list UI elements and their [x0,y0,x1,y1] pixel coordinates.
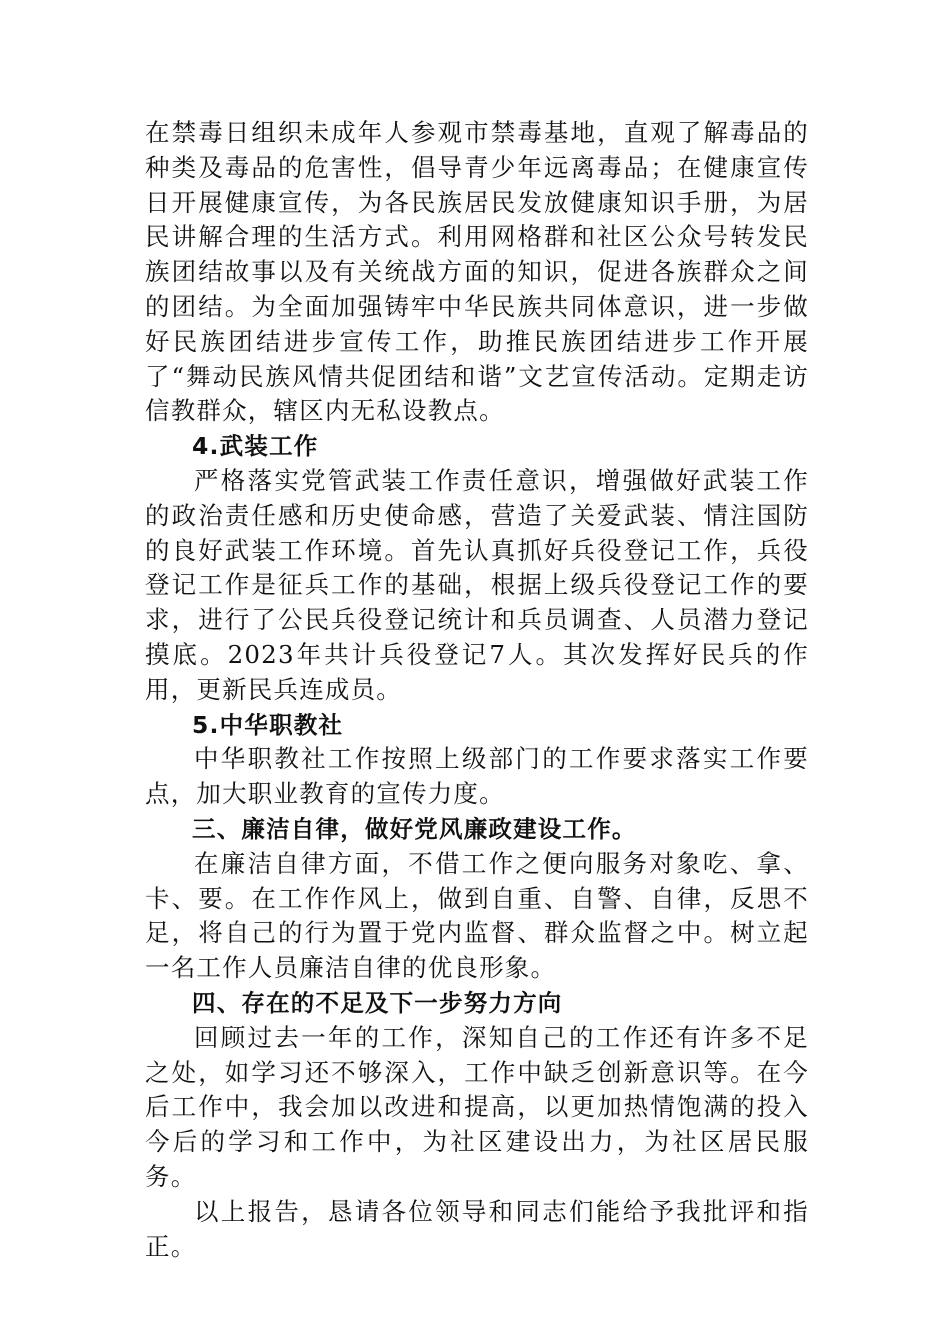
paragraph-closing: 以上报告，恳请各位领导和同志们能给予我批评和指正。 [145,1196,809,1261]
paragraph-vocational-education: 中华职教社工作按照上级部门的工作要求落实工作要点，加大职业教育的宣传力度。 [145,744,809,809]
paragraph-armed-forces: 严格落实党管武装工作责任意识，增强做好武装工作的政治责任感和历史使命感，营造了关爱武装、情注国防的良好武装工作环境。首先认真抓好兵役登记工作，兵役登记工作是征兵工作的基础，根据上级兵役登记工作的要求，进行了公民兵役登记统计和兵员调查、人员潜力登记摸底。2023年共计兵役登记7人。其次发挥好民兵的作用，更新民兵连成员。 [145,465,809,704]
paragraph-integrity: 在廉洁自律方面，不借工作之便向服务对象吃、拿、卡、要。在工作作风上，做到自重、自警、自律，反思不足，将自己的行为置于党内监督、群众监督之中。树立起一名工作人员廉洁自律的优良形象。 [145,848,809,983]
document-body [145,116,809,1264]
section-heading-vocational-education: 5.中华职教社 [192,710,344,739]
section-heading-armed-forces: 4.武装工作 [192,432,319,461]
paragraph-continued: 在禁毒日组织未成年人参观市禁毒基地，直观了解毒品的种类及毒品的危害性，倡导青少年远离毒品；在健康宣传日开展健康宣传，为各民族居民发放健康知识手册，为居民讲解合理的生活方式。利用网格群和社区公众号转发民族团结故事以及有关统战方面的知识，促进各族群众之间的团结。为全面加强铸牢中华民族共同体意识，进一步做好民族团结进步宣传工作，助推民族团结进步工作开展了“舞动民族风情共促团结和谐”文艺宣传活动。定期走访信教群众，辖区内无私设教点。 [145,118,809,426]
paragraph-shortcomings: 回顾过去一年的工作，深知自己的工作还有许多不足之处，如学习还不够深入，工作中缺乏创新意识等。在今后工作中，我会加以改进和提高，以更加热情饱满的投入今后的学习和工作中，为社区建设出力，为社区居民服务。 [145,1022,809,1191]
section-heading-integrity: 三、廉洁自律，做好党风廉政建设工作。 [192,814,637,843]
section-heading-shortcomings: 四、存在的不足及下一步努力方向 [192,988,563,1017]
